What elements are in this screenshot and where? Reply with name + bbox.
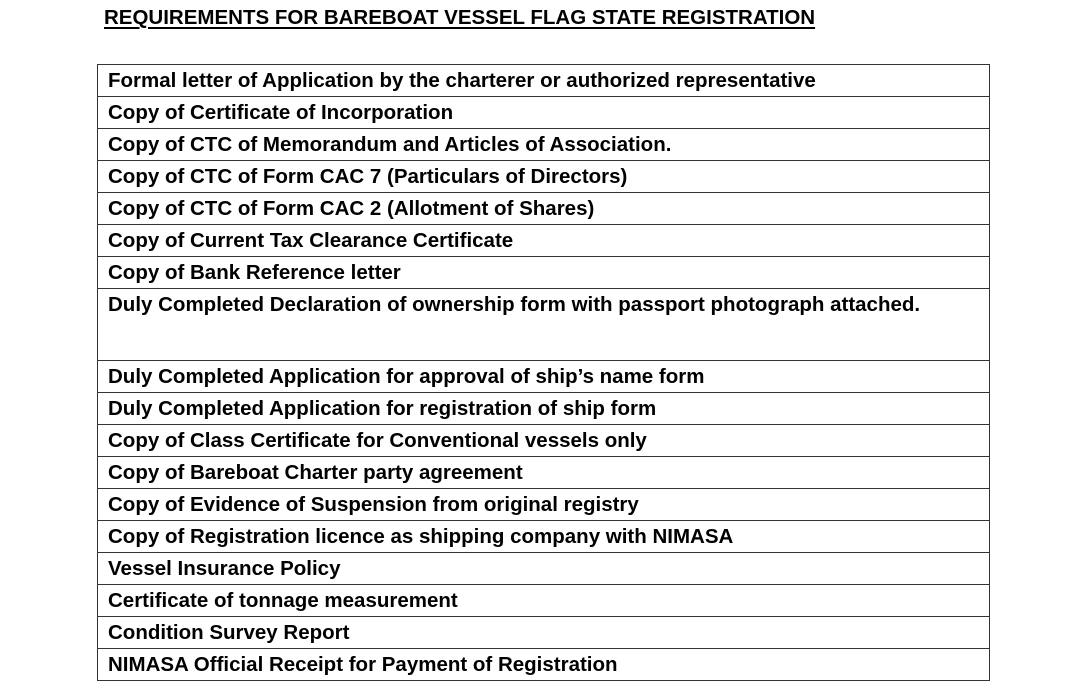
table-row	[98, 393, 990, 425]
requirement-item: Copy of CTC of Form CAC 2 (Allotment of Shares)	[98, 193, 990, 225]
requirement-item: Duly Completed Application for approval of ship’s name form	[98, 361, 990, 393]
table-row	[98, 489, 990, 521]
table-row	[98, 97, 990, 129]
requirement-item: Duly Completed Application for registration of ship form	[98, 393, 990, 425]
requirement-item: NIMASA Official Receipt for Payment of Registration	[98, 649, 990, 681]
requirement-item: Copy of Current Tax Clearance Certificate	[98, 225, 990, 257]
requirement-item: Copy of Evidence of Suspension from original registry	[98, 489, 990, 521]
document-title: REQUIREMENTS FOR BAREBOAT VESSEL FLAG STATE REGISTRATION	[104, 6, 816, 29]
table-row	[98, 521, 990, 553]
table-row	[98, 617, 990, 649]
table-row	[98, 457, 990, 489]
requirement-item: Copy of Registration licence as shipping company with NIMASA	[98, 521, 990, 553]
table-row	[98, 193, 990, 225]
table-row	[98, 257, 990, 289]
requirements-table	[97, 64, 990, 681]
table-row	[98, 225, 990, 257]
requirement-item: Certificate of tonnage measurement	[98, 585, 990, 617]
requirement-item: Copy of Class Certificate for Conventional vessels only	[98, 425, 990, 457]
table-row	[98, 425, 990, 457]
table-row	[98, 65, 990, 97]
requirement-item: Duly Completed Declaration of ownership form with passport photograph attached.	[98, 289, 990, 361]
table-row	[98, 649, 990, 681]
requirement-item: Vessel Insurance Policy	[98, 553, 990, 585]
table-row	[98, 585, 990, 617]
table-row	[98, 553, 990, 585]
requirement-item: Copy of Bank Reference letter	[98, 257, 990, 289]
table-row	[98, 361, 990, 393]
requirement-item: Copy of CTC of Form CAC 7 (Particulars of Directors)	[98, 161, 990, 193]
table-row	[98, 289, 990, 361]
requirement-item: Formal letter of Application by the charterer or authorized representative	[98, 65, 990, 97]
table-row	[98, 161, 990, 193]
requirement-item: Copy of Certificate of Incorporation	[98, 97, 990, 129]
requirement-item: Copy of Bareboat Charter party agreement	[98, 457, 990, 489]
requirement-item: Copy of CTC of Memorandum and Articles of Association.	[98, 129, 990, 161]
requirement-item: Condition Survey Report	[98, 617, 990, 649]
table-row	[98, 129, 990, 161]
